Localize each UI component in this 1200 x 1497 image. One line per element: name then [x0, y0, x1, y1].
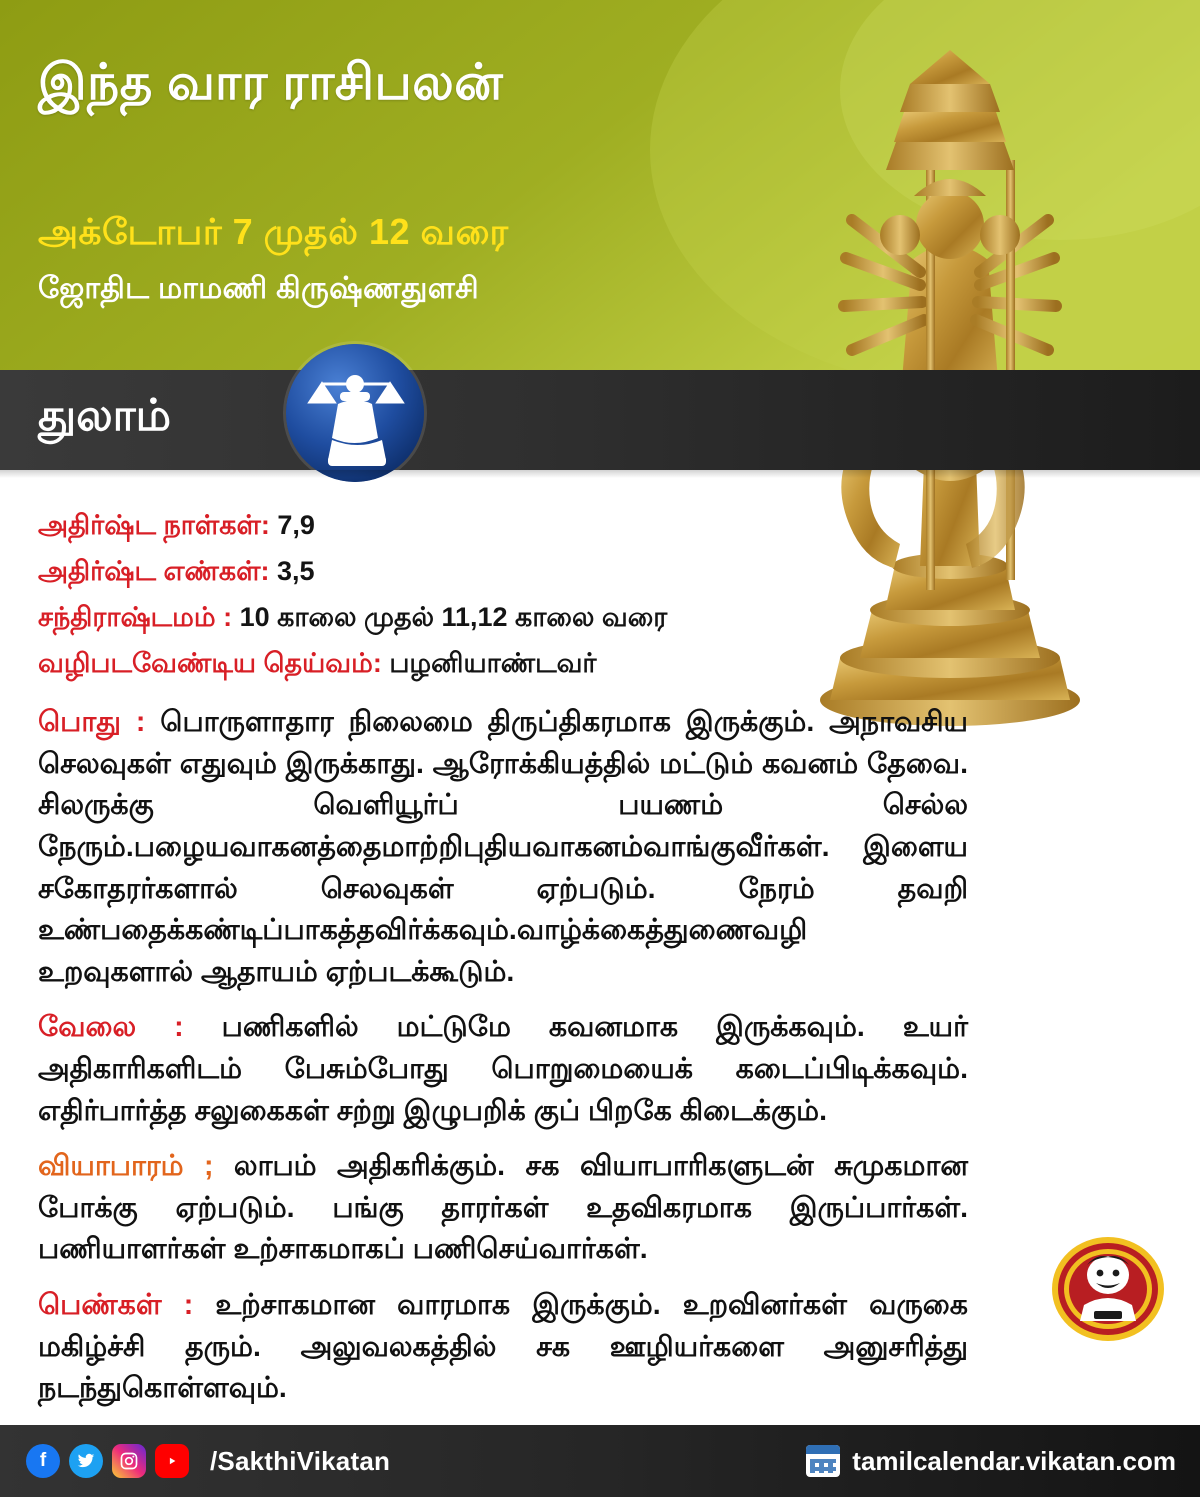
chandrashtamam-row	[38, 597, 1038, 638]
lucky-numbers-value: 3,5	[277, 556, 315, 587]
libra-scales-icon	[286, 344, 424, 482]
section-work-label: வேலை :	[38, 1011, 184, 1044]
lucky-days-row	[38, 505, 1038, 546]
section-work-text: பணிகளில் மட்டுமே கவனமாக இருக்கவும். உயர் அதிகாரிகளிடம் பேசும்போது பொறுமையைக் கடைப்பிடிக்கவும். எதிர்பார்த்த சலுகைகள் சற்று இழுபறிக் குப் பிறகே கிடைக்கும்.	[38, 1011, 969, 1127]
website-url[interactable]: tamilcalendar.vikatan.com	[852, 1445, 1176, 1476]
deity-value: பழனியாண்டவர்	[389, 648, 597, 679]
deity-label: வழிபடவேண்டிய தெய்வம்:	[38, 648, 382, 679]
section-general-label: பொது :	[38, 706, 146, 739]
zodiac-name: துலாம்	[38, 391, 172, 440]
youtube-icon[interactable]	[155, 1444, 189, 1478]
footer-bar	[0, 1425, 1200, 1497]
twitter-icon[interactable]	[69, 1444, 103, 1478]
page-title: இந்த வார ராசிபலன்	[38, 54, 504, 110]
section-women-text: உற்சாகமான வாரமாக இருக்கும். உறவினர்கள் வருகை மகிழ்ச்சி தரும். அலுவலகத்தில் சக ஊழியர்களை அனுசரித்து நடந்துகொள்ளவும்.	[38, 1289, 968, 1405]
website-link[interactable]	[806, 1445, 1176, 1477]
date-range: அக்டோபர் 7 முதல் 12 வரை	[38, 211, 509, 252]
facebook-icon[interactable]: f	[26, 1444, 60, 1478]
chandrashtamam-label: சந்திராஷ்டமம் :	[38, 602, 233, 633]
chandrashtamam-value: 10 காலை முதல் 11,12 காலை வரை	[239, 602, 668, 633]
forecast-content	[38, 505, 1038, 1410]
section-general	[38, 702, 968, 993]
vikatan-logo	[1050, 1231, 1166, 1347]
zodiac-bar	[0, 370, 1200, 470]
social-handle[interactable]: /SakthiVikatan	[210, 1445, 391, 1476]
lucky-numbers-row	[38, 551, 1038, 592]
calendar-icon	[806, 1445, 840, 1477]
section-business	[38, 1146, 968, 1271]
instagram-icon[interactable]	[112, 1444, 146, 1478]
section-business-text: லாபம் அதிகரிக்கும். சக வியாபாரிகளுடன் சுமுகமான போக்கு ஏற்படும். பங்கு தாரர்கள் உதவிகரமாக இருப்பார்கள். பணியாளர்கள் உற்சாகமாகப் பணிசெய்வார்கள்.	[38, 1150, 968, 1266]
section-women	[38, 1285, 968, 1410]
deity-row	[38, 643, 1038, 684]
section-business-label: வியாபாரம் ;	[38, 1150, 214, 1183]
lucky-days-label: அதிர்ஷ்ட நாள்கள்:	[38, 510, 270, 540]
section-women-label: பெண்கள் :	[38, 1289, 194, 1322]
lucky-days-value: 7,9	[277, 510, 315, 540]
section-divider	[0, 470, 1200, 478]
author-name: ஜோதிட மாமணி கிருஷ்ணதுளசி	[38, 272, 479, 305]
social-links[interactable]	[26, 1444, 390, 1478]
section-general-text: பொருளாதார நிலைமை திருப்திகரமாக இருக்கும். அநாவசிய செலவுகள் எதுவும் இருக்காது. ஆரோக்கியத்தில் மட்டும் கவனம் தேவை. சிலருக்கு வெளியூர்ப் பயணம் செல்ல நேரும்.பழையவாகனத்தைமாற்றிபுதியவாகனம்வாங்குவீர்கள். இளைய சகோதரர்களால் செலவுகள் ஏற்படும். நேரம் தவறி உண்பதைக்கண்டிப்பாகத்தவிர்க்கவும்.வாழ்க்கைத்துணைவழி உறவுகளால் ஆதாயம் ஏற்படக்கூடும்.	[38, 706, 968, 988]
section-work	[38, 1007, 968, 1132]
lucky-numbers-label: அதிர்ஷ்ட எண்கள்:	[38, 556, 270, 587]
